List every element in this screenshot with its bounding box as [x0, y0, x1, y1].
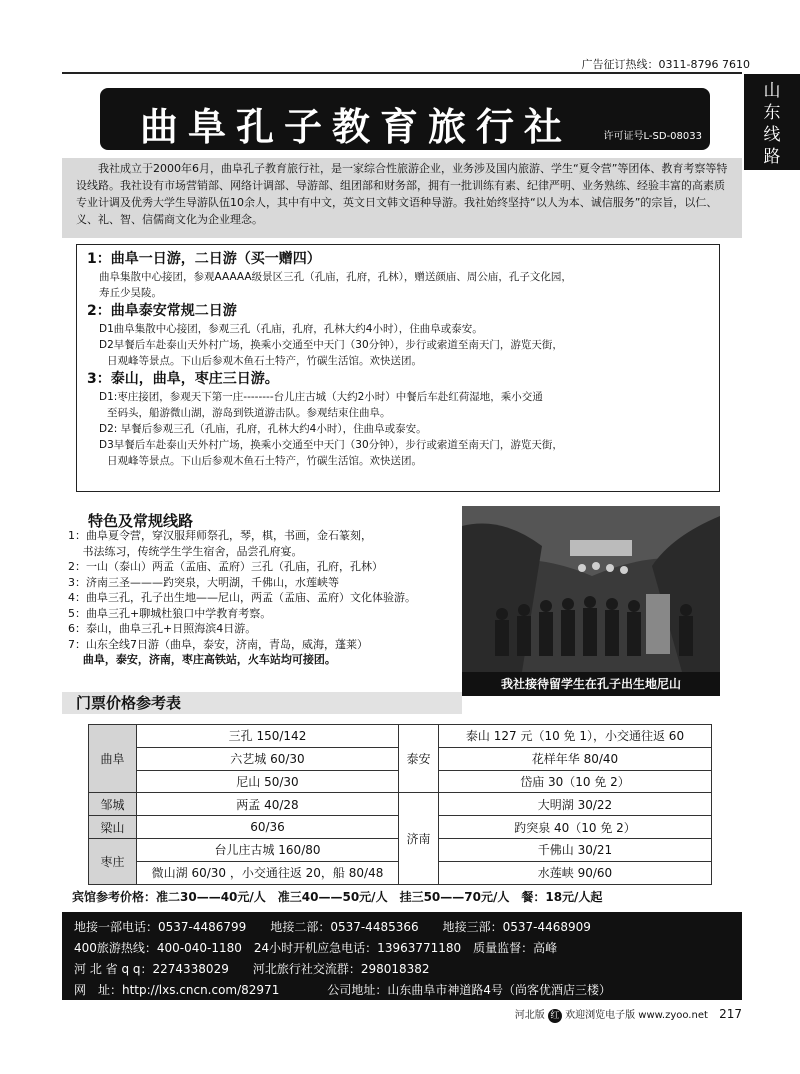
- route-heading: 1：曲阜一日游，二日游（买一赠四）: [87, 251, 321, 267]
- route-heading: 2：曲阜泰安常规二日游: [87, 303, 237, 319]
- top-divider: [62, 72, 742, 74]
- contact-line: 400旅游热线：400-040-1180 24小时开机应急电话：13963771180 质量监督：高峰: [74, 941, 558, 955]
- city-cell: 梁山: [89, 816, 137, 839]
- price-cell: 60/36: [137, 816, 399, 839]
- price-cell: 水莲峡 90/60: [439, 861, 712, 884]
- contact-line: 网 址：http://lxs.cncn.com/82971 公司地址：山东曲阜市神道路4号（尚客优酒店三楼）: [74, 983, 611, 997]
- price-cell: 花样年华 80/40: [439, 747, 712, 770]
- route-line: D2: 早餐后参观三孔（孔庙，孔府，孔林大约4小时），住曲阜或泰安。: [99, 423, 427, 435]
- group-photo-image: [462, 506, 720, 672]
- feature-item: 书法练习，传统学生学生宿舍，品尝孔府宴。: [68, 544, 303, 558]
- price-cell: 岱庙 30（10 免 2）: [439, 770, 712, 793]
- feature-item: 3：济南三圣———趵突泉，大明湖，千佛山，水莲峡等: [68, 575, 339, 589]
- contact-panel: [62, 912, 742, 1000]
- section-tab-char: 东: [763, 103, 781, 123]
- route-line: D3早餐后车赴泰山天外村广场，换乘小交通至中天门（30分钟），步行或索道至南天门，游览天街，: [99, 439, 563, 451]
- price-cell: 尼山 50/30: [137, 770, 399, 793]
- agency-banner: [100, 88, 710, 150]
- city-cell: 枣庄: [89, 838, 137, 884]
- route-line: D1:枣庄接团，参观天下第一庄--------台儿庄古城（大约2小时）中餐后车赴红荷湿地，乘小交通: [99, 391, 543, 403]
- feature-item: 1：曲阜夏令营，穿汉服拜师祭孔，琴，棋，书画，金石篆刻，: [68, 529, 372, 542]
- feature-item: 7：山东全线7日游（曲阜，泰安，济南，青岛，威海，蓬莱）: [68, 637, 368, 651]
- table-row: [89, 793, 712, 816]
- section-tab-char: 线: [763, 125, 781, 145]
- route-line: D2早餐后车赴泰山天外村广场，换乘小交通至中天门（30分钟），步行或索道至南天门，游览天街，: [99, 339, 563, 351]
- section-tab-char: 山: [763, 81, 781, 101]
- section-tab-char: 路: [763, 147, 781, 167]
- page-footer: [400, 1006, 742, 1023]
- price-cell: 三孔 150/142: [137, 725, 399, 748]
- route-line: 日观峰等景点。下山后参观木鱼石土特产，竹碳生活馆。欢快送团。: [107, 355, 422, 367]
- edition-label: 河北版: [514, 1010, 545, 1021]
- route-heading: 3：泰山，曲阜，枣庄三日游。: [87, 371, 279, 387]
- city-cell: 邹城: [89, 793, 137, 816]
- routes-box: [76, 244, 720, 492]
- route-line: 曲阜集散中心接团，参观AAAAA级景区三孔（孔庙，孔府，孔林），赠送颜庙、周公庙，孔子文化园，: [99, 271, 572, 283]
- feature-item: 5：曲阜三孔+聊城杜狼口中学教育考察。: [68, 606, 272, 620]
- city-cell: 泰安: [399, 725, 439, 793]
- ticket-price-table: [88, 724, 712, 885]
- features-title: 特色及常规线路: [88, 512, 194, 530]
- hotel-prices: 宾馆参考价格：准二30——40元/人 准三40——50元/人 挂三50——70元/人 餐：18元/人起: [72, 890, 603, 904]
- features-list: [68, 528, 468, 668]
- price-cell: 千佛山 30/21: [439, 838, 712, 861]
- group-photo: [462, 506, 720, 696]
- route-line: 寿丘少昊陵。: [99, 287, 162, 299]
- ticket-table-title: 门票价格参考表: [62, 692, 462, 714]
- agency-intro: 我社成立于2000年6月，曲阜孔子教育旅行社，是一家综合性旅游企业，业务涉及国内旅游、学生“夏令营”等团体、教育考察等特设线路。我社设有市场营销部、网络计调部、导游部、组团部和财务部，拥有一批训练有素、纪律严明、业务熟练、经验丰富的高素质专业计调及优秀大学生导游队伍10余人，其中有中文，英文日文韩文语种导游。我社始终坚持“以人为本、诚信服务”的宗旨，以仁、义、礼、智、信儒商文化为企业理念。: [62, 158, 742, 238]
- page-number: 217: [719, 1007, 742, 1021]
- promo-text: 欢迎浏览电子版 www.zyoo.net: [565, 1010, 708, 1021]
- route-line: 至码头，船游微山湖，游岛到铁道游击队。参观结束住曲阜。: [107, 407, 391, 419]
- photo-caption: 我社接待留学生在孔子出生地尼山: [462, 672, 720, 696]
- feature-item: 曲阜，泰安，济南，枣庄高铁站，火车站均可接团。: [68, 653, 336, 666]
- price-cell: 六艺城 60/30: [137, 747, 399, 770]
- feature-item: 2：一山（泰山）两孟（孟庙、孟府）三孔（孔庙，孔府，孔林）: [68, 560, 383, 573]
- price-cell: 两孟 40/28: [137, 793, 399, 816]
- route-line: D1曲阜集散中心接团，参观三孔（孔庙，孔府，孔林大约4小时），住曲阜或泰安。: [99, 323, 483, 335]
- license-number: 许可证号L-SD-08033: [603, 131, 702, 142]
- table-row: [89, 725, 712, 748]
- city-cell: 曲阜: [89, 725, 137, 793]
- feature-item: 4：曲阜三孔，孔子出生地——尼山，两孟（孟庙、孟府）文化体验游。: [68, 591, 416, 604]
- section-tab: [744, 74, 800, 170]
- city-cell: 济南: [399, 793, 439, 884]
- price-cell: 台儿庄古城 160/80: [137, 838, 399, 861]
- price-cell: 趵突泉 40（10 免 2）: [439, 816, 712, 839]
- price-cell: 大明湖 30/22: [439, 793, 712, 816]
- feature-item: 6：泰山，曲阜三孔+日照海滨4日游。: [68, 622, 257, 635]
- agency-title: 曲阜孔子教育旅行社: [140, 104, 573, 149]
- price-cell: 泰山 127 元（10 免 1），小交通往返 60: [439, 725, 712, 748]
- price-cell: 微山湖 60/30 ，小交通往返 20，船 80/48: [137, 861, 399, 884]
- route-line: 日观峰等景点。下山后参观木鱼石土特产，竹碳生活馆。欢快送团。: [107, 455, 422, 467]
- contact-line: 河 北 省 q q：2274338029 河北旅行社交流群：298018382: [74, 962, 430, 976]
- magazine-logo-icon: 红: [548, 1009, 562, 1023]
- contact-line: 地接一部电话：0537-4486799 地接二部：0537-4485366 地接三部：0537-4468909: [74, 920, 591, 934]
- ad-hotline: 广告征订热线：0311-8796 7610: [581, 58, 750, 71]
